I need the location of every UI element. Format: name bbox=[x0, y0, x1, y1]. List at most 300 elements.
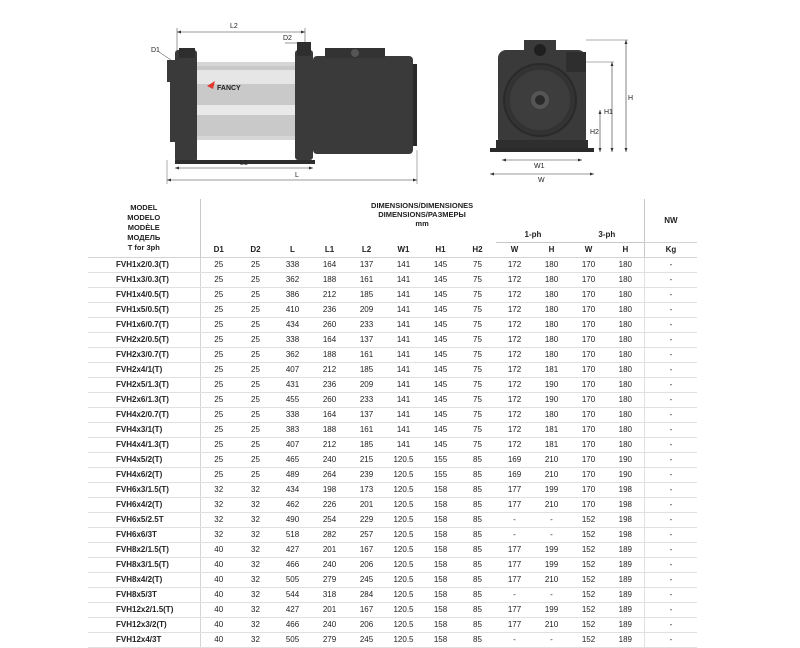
dimension-cell: 85 bbox=[459, 483, 496, 498]
dimension-cell: 155 bbox=[422, 468, 459, 483]
weight-cell: - bbox=[644, 393, 697, 408]
table-row bbox=[88, 633, 697, 648]
dimension-cell: 85 bbox=[459, 498, 496, 513]
column-header: H2 bbox=[459, 243, 496, 258]
table-row bbox=[88, 498, 697, 513]
model-cell: FVH6x3/1.5(T) bbox=[88, 483, 200, 498]
dimension-cell: 75 bbox=[459, 273, 496, 288]
model-cell: FVH6x5/2.5T bbox=[88, 513, 200, 528]
table-row bbox=[88, 603, 697, 618]
dimension-cell: 180 bbox=[607, 303, 644, 318]
dimension-cell: 32 bbox=[237, 483, 274, 498]
dimension-cell: 145 bbox=[422, 348, 459, 363]
dimension-cell: 141 bbox=[385, 348, 422, 363]
column-header: L bbox=[274, 243, 311, 258]
dimension-cell: 40 bbox=[200, 558, 237, 573]
dimension-cell: 427 bbox=[274, 603, 311, 618]
dimension-cell: 172 bbox=[496, 333, 533, 348]
dimension-cell: 180 bbox=[607, 258, 644, 273]
dimension-cell: 201 bbox=[311, 603, 348, 618]
dimension-cell: 141 bbox=[385, 333, 422, 348]
dimension-cell: 170 bbox=[570, 273, 607, 288]
dimension-cell: 177 bbox=[496, 483, 533, 498]
dimension-cell: 170 bbox=[570, 393, 607, 408]
dimension-cell: 190 bbox=[533, 378, 570, 393]
dimension-cell: 75 bbox=[459, 363, 496, 378]
weight-cell: - bbox=[644, 588, 697, 603]
dimension-cell: 25 bbox=[237, 318, 274, 333]
dimension-cell: 362 bbox=[274, 348, 311, 363]
dimension-cell: 120.5 bbox=[385, 513, 422, 528]
dimension-cell: 145 bbox=[422, 318, 459, 333]
column-header: H1 bbox=[422, 243, 459, 258]
dimension-cell: 210 bbox=[533, 618, 570, 633]
phase-1-header: 1-ph bbox=[496, 228, 570, 243]
dimension-cell: 198 bbox=[607, 483, 644, 498]
weight-cell: - bbox=[644, 363, 697, 378]
dimension-cell: 544 bbox=[274, 588, 311, 603]
dimension-cell: 25 bbox=[237, 348, 274, 363]
dimension-cell: 75 bbox=[459, 288, 496, 303]
dimension-cell: 85 bbox=[459, 588, 496, 603]
dimension-cell: 410 bbox=[274, 303, 311, 318]
dimension-cell: 236 bbox=[311, 303, 348, 318]
dimension-cell: 75 bbox=[459, 333, 496, 348]
dimension-cell: 141 bbox=[385, 288, 422, 303]
dimension-cell: 180 bbox=[607, 378, 644, 393]
pump-side-view-drawing bbox=[145, 10, 445, 185]
dimension-cell: 199 bbox=[533, 543, 570, 558]
dimension-cell: 172 bbox=[496, 408, 533, 423]
dimension-cell: 236 bbox=[311, 378, 348, 393]
model-header-es: MODELO bbox=[127, 213, 161, 222]
model-cell: FVH12x3/2(T) bbox=[88, 618, 200, 633]
dimension-cell: 279 bbox=[311, 633, 348, 648]
dimension-cell: 85 bbox=[459, 558, 496, 573]
dimension-cell: 181 bbox=[533, 438, 570, 453]
phase-3-header: 3-ph bbox=[570, 228, 644, 243]
dimension-cell: 170 bbox=[570, 258, 607, 273]
table-row bbox=[88, 558, 697, 573]
model-cell: FVH4x6/2(T) bbox=[88, 468, 200, 483]
model-cell: FVH1x2/0.3(T) bbox=[88, 258, 200, 273]
dimension-cell: - bbox=[533, 528, 570, 543]
dimension-cell: 120.5 bbox=[385, 558, 422, 573]
model-cell: FVH12x4/3T bbox=[88, 633, 200, 648]
dimension-cell: 170 bbox=[570, 318, 607, 333]
dimension-cell: 434 bbox=[274, 483, 311, 498]
table-row bbox=[88, 303, 697, 318]
dimension-cell: 32 bbox=[237, 633, 274, 648]
dimension-cell: 141 bbox=[385, 258, 422, 273]
column-header: W bbox=[570, 243, 607, 258]
dimension-cell: 75 bbox=[459, 348, 496, 363]
dimension-cell: - bbox=[533, 588, 570, 603]
weight-cell: - bbox=[644, 513, 697, 528]
dimension-cell: 180 bbox=[607, 348, 644, 363]
dimension-cell: 152 bbox=[570, 603, 607, 618]
weight-cell: - bbox=[644, 528, 697, 543]
column-header: Kg bbox=[644, 243, 697, 258]
dimension-cell: 240 bbox=[311, 558, 348, 573]
dimension-cell: 137 bbox=[348, 333, 385, 348]
weight-cell: - bbox=[644, 288, 697, 303]
table-body bbox=[88, 258, 697, 648]
dimension-cell: 158 bbox=[422, 603, 459, 618]
dimension-cell: 152 bbox=[570, 633, 607, 648]
label-l2: L2 bbox=[230, 23, 238, 30]
dimension-cell: 180 bbox=[607, 393, 644, 408]
dimension-cell: 158 bbox=[422, 588, 459, 603]
dimension-cell: 25 bbox=[237, 468, 274, 483]
dimension-cell: 518 bbox=[274, 528, 311, 543]
dimension-cell: 199 bbox=[533, 558, 570, 573]
dimension-cell: 25 bbox=[200, 288, 237, 303]
dimension-cell: 25 bbox=[237, 453, 274, 468]
dimension-cell: 145 bbox=[422, 438, 459, 453]
table-row bbox=[88, 408, 697, 423]
dimension-cell: 40 bbox=[200, 633, 237, 648]
weight-cell: - bbox=[644, 633, 697, 648]
model-header bbox=[88, 199, 200, 258]
weight-cell: - bbox=[644, 333, 697, 348]
dimension-cell: 145 bbox=[422, 423, 459, 438]
dimension-cell: 199 bbox=[533, 483, 570, 498]
model-cell: FVH12x2/1.5(T) bbox=[88, 603, 200, 618]
dimension-cell: 505 bbox=[274, 573, 311, 588]
dimension-cell: 120.5 bbox=[385, 603, 422, 618]
dimension-cell: 25 bbox=[237, 288, 274, 303]
dimension-cell: 180 bbox=[607, 438, 644, 453]
dimension-cell: 25 bbox=[200, 348, 237, 363]
dimension-cell: 75 bbox=[459, 438, 496, 453]
dimension-cell: 172 bbox=[496, 273, 533, 288]
weight-cell: - bbox=[644, 618, 697, 633]
dimension-cell: 177 bbox=[496, 618, 533, 633]
dimension-cell: 338 bbox=[274, 333, 311, 348]
dimension-cell: 260 bbox=[311, 393, 348, 408]
dimension-cell: 25 bbox=[237, 378, 274, 393]
dimension-cell: 180 bbox=[533, 333, 570, 348]
column-header: W bbox=[496, 243, 533, 258]
dimension-cell: 32 bbox=[200, 483, 237, 498]
dimension-cell: 185 bbox=[348, 363, 385, 378]
table-row bbox=[88, 528, 697, 543]
table-row bbox=[88, 483, 697, 498]
dimension-cell: 173 bbox=[348, 483, 385, 498]
dimension-cell: 279 bbox=[311, 573, 348, 588]
model-cell: FVH8x3/1.5(T) bbox=[88, 558, 200, 573]
table-row bbox=[88, 573, 697, 588]
dimension-cell: 170 bbox=[570, 288, 607, 303]
model-cell: FVH2x5/1.3(T) bbox=[88, 378, 200, 393]
table-row bbox=[88, 618, 697, 633]
dimension-cell: 189 bbox=[607, 588, 644, 603]
dimension-cell: 75 bbox=[459, 408, 496, 423]
dimension-cell: 158 bbox=[422, 573, 459, 588]
dimension-cell: 185 bbox=[348, 438, 385, 453]
column-header: D1 bbox=[200, 243, 237, 258]
weight-cell: - bbox=[644, 378, 697, 393]
dimension-cell: 169 bbox=[496, 468, 533, 483]
dimension-cell: 25 bbox=[200, 273, 237, 288]
dimension-cell: 25 bbox=[200, 333, 237, 348]
table-row bbox=[88, 588, 697, 603]
dimension-cell: 25 bbox=[237, 423, 274, 438]
model-cell: FVH2x4/1(T) bbox=[88, 363, 200, 378]
dimension-cell: 85 bbox=[459, 633, 496, 648]
dimension-cell: 180 bbox=[533, 348, 570, 363]
dimension-cell: 188 bbox=[311, 348, 348, 363]
dimension-cell: 25 bbox=[200, 438, 237, 453]
dimension-cell: 466 bbox=[274, 618, 311, 633]
dimension-cell: 490 bbox=[274, 513, 311, 528]
dimensions-table bbox=[88, 199, 697, 648]
dimension-cell: 383 bbox=[274, 423, 311, 438]
dimension-cell: 185 bbox=[348, 288, 385, 303]
model-cell: FVH8x5/3T bbox=[88, 588, 200, 603]
dimension-cell: 180 bbox=[607, 273, 644, 288]
dimension-cell: 233 bbox=[348, 393, 385, 408]
dimension-cell: 198 bbox=[311, 483, 348, 498]
dimension-cell: 158 bbox=[422, 558, 459, 573]
model-cell: FVH4x3/1(T) bbox=[88, 423, 200, 438]
label-w1: W1 bbox=[534, 163, 545, 170]
dimension-cell: 170 bbox=[570, 378, 607, 393]
dimension-cell: 120.5 bbox=[385, 618, 422, 633]
dimension-cell: 233 bbox=[348, 318, 385, 333]
dimension-cell: 152 bbox=[570, 558, 607, 573]
table-row bbox=[88, 543, 697, 558]
dimension-cell: 164 bbox=[311, 258, 348, 273]
dims-header-line1: DIMENSIONS/DIMENSIONES bbox=[371, 201, 474, 210]
dimension-cell: 181 bbox=[533, 423, 570, 438]
model-cell: FVH4x2/0.7(T) bbox=[88, 408, 200, 423]
dimension-cell: 120.5 bbox=[385, 483, 422, 498]
dimension-cell: 40 bbox=[200, 573, 237, 588]
dimension-cell: 25 bbox=[200, 303, 237, 318]
dimension-cell: 25 bbox=[200, 318, 237, 333]
model-header-fr: MODÈLE bbox=[127, 223, 160, 232]
dimension-cell: 137 bbox=[348, 408, 385, 423]
dimension-cell: 158 bbox=[422, 528, 459, 543]
dimension-cell: 141 bbox=[385, 363, 422, 378]
dimension-cell: 170 bbox=[570, 348, 607, 363]
dimension-cell: 257 bbox=[348, 528, 385, 543]
column-header: L1 bbox=[311, 243, 348, 258]
dimension-cell: 505 bbox=[274, 633, 311, 648]
dimension-cell: 120.5 bbox=[385, 588, 422, 603]
dimension-cell: 170 bbox=[570, 468, 607, 483]
label-h: H bbox=[628, 95, 634, 102]
dimension-cell: 75 bbox=[459, 423, 496, 438]
dimension-cell: 141 bbox=[385, 318, 422, 333]
dimension-cell: 170 bbox=[570, 483, 607, 498]
dimension-cell: 25 bbox=[237, 363, 274, 378]
dimension-cell: - bbox=[533, 513, 570, 528]
dimension-cell: 226 bbox=[311, 498, 348, 513]
dimension-cell: 177 bbox=[496, 573, 533, 588]
dimension-cell: 284 bbox=[348, 588, 385, 603]
dimension-cell: 85 bbox=[459, 453, 496, 468]
dimension-cell: 177 bbox=[496, 543, 533, 558]
dimension-cell: 120.5 bbox=[385, 633, 422, 648]
dimension-cell: 25 bbox=[200, 258, 237, 273]
dimension-cell: 25 bbox=[200, 423, 237, 438]
dimension-cell: 180 bbox=[533, 258, 570, 273]
dimension-cell: 180 bbox=[533, 273, 570, 288]
dimension-cell: 212 bbox=[311, 438, 348, 453]
dimension-cell: 152 bbox=[570, 543, 607, 558]
column-header: H bbox=[607, 243, 644, 258]
dimension-cell: 172 bbox=[496, 378, 533, 393]
dimension-cell: 141 bbox=[385, 438, 422, 453]
dimension-cell: 32 bbox=[237, 618, 274, 633]
dimension-cell: 170 bbox=[570, 438, 607, 453]
weight-cell: - bbox=[644, 273, 697, 288]
table-row bbox=[88, 318, 697, 333]
dimension-cell: 141 bbox=[385, 273, 422, 288]
dimension-cell: 75 bbox=[459, 318, 496, 333]
dimension-cell: 206 bbox=[348, 618, 385, 633]
dimension-cell: 25 bbox=[237, 303, 274, 318]
model-cell: FVH4x4/1.3(T) bbox=[88, 438, 200, 453]
dimension-cell: 172 bbox=[496, 303, 533, 318]
dimension-cell: 25 bbox=[237, 393, 274, 408]
dimension-cell: 25 bbox=[237, 408, 274, 423]
table-row bbox=[88, 288, 697, 303]
dimension-cell: 158 bbox=[422, 498, 459, 513]
dimension-cell: 190 bbox=[533, 393, 570, 408]
dimension-cell: 190 bbox=[607, 453, 644, 468]
label-h2: H2 bbox=[590, 129, 599, 136]
dimension-cell: 137 bbox=[348, 258, 385, 273]
model-cell: FVH2x2/0.5(T) bbox=[88, 333, 200, 348]
weight-cell: - bbox=[644, 453, 697, 468]
weight-cell: - bbox=[644, 483, 697, 498]
column-header: H bbox=[533, 243, 570, 258]
dimension-cell: 40 bbox=[200, 618, 237, 633]
dimension-cell: 25 bbox=[200, 468, 237, 483]
table-row bbox=[88, 348, 697, 363]
model-cell: FVH4x5/2(T) bbox=[88, 453, 200, 468]
dimension-cell: 170 bbox=[570, 363, 607, 378]
dimension-cell: 201 bbox=[311, 543, 348, 558]
weight-cell: - bbox=[644, 573, 697, 588]
dimension-cell: 386 bbox=[274, 288, 311, 303]
weight-cell: - bbox=[644, 408, 697, 423]
dimension-cell: 75 bbox=[459, 258, 496, 273]
weight-cell: - bbox=[644, 303, 697, 318]
dimension-cell: 189 bbox=[607, 618, 644, 633]
dimension-cell: 158 bbox=[422, 513, 459, 528]
table-row bbox=[88, 258, 697, 273]
dimension-cell: 180 bbox=[533, 408, 570, 423]
dimension-cell: 85 bbox=[459, 603, 496, 618]
dimension-cell: 145 bbox=[422, 303, 459, 318]
dimension-cell: 141 bbox=[385, 303, 422, 318]
table-row bbox=[88, 468, 697, 483]
weight-cell: - bbox=[644, 258, 697, 273]
label-h1: H1 bbox=[604, 109, 613, 116]
dimension-cell: 177 bbox=[496, 498, 533, 513]
dimension-cell: 158 bbox=[422, 618, 459, 633]
table-row bbox=[88, 423, 697, 438]
dimension-cell: 180 bbox=[533, 288, 570, 303]
label-l1: L1 bbox=[240, 160, 248, 167]
dimension-cell: 145 bbox=[422, 378, 459, 393]
column-header: D2 bbox=[237, 243, 274, 258]
dimension-cell: 141 bbox=[385, 378, 422, 393]
dimension-cell: 462 bbox=[274, 498, 311, 513]
dimension-cell: 170 bbox=[570, 408, 607, 423]
dimension-cell: 167 bbox=[348, 543, 385, 558]
dimension-cell: 75 bbox=[459, 393, 496, 408]
dimension-cell: 141 bbox=[385, 393, 422, 408]
table-row bbox=[88, 273, 697, 288]
dimension-cell: - bbox=[496, 528, 533, 543]
dimension-cell: 180 bbox=[607, 333, 644, 348]
dimension-cell: 152 bbox=[570, 588, 607, 603]
nw-header: NW bbox=[644, 199, 697, 243]
dimension-cell: 145 bbox=[422, 258, 459, 273]
weight-cell: - bbox=[644, 558, 697, 573]
dimension-cell: 32 bbox=[200, 528, 237, 543]
dimension-cell: 141 bbox=[385, 423, 422, 438]
weight-cell: - bbox=[644, 348, 697, 363]
dimension-cell: 170 bbox=[570, 498, 607, 513]
dimension-cell: 145 bbox=[422, 393, 459, 408]
weight-cell: - bbox=[644, 318, 697, 333]
dimension-cell: 32 bbox=[237, 528, 274, 543]
dimension-cell: 465 bbox=[274, 453, 311, 468]
dimension-cell: 152 bbox=[570, 573, 607, 588]
dimension-cell: 158 bbox=[422, 543, 459, 558]
dimension-cell: 240 bbox=[311, 618, 348, 633]
dimension-cell: 212 bbox=[311, 288, 348, 303]
label-d1: D1 bbox=[151, 47, 160, 54]
dimension-cell: 180 bbox=[533, 303, 570, 318]
dimension-cell: 161 bbox=[348, 423, 385, 438]
table-row bbox=[88, 453, 697, 468]
dimension-cell: 152 bbox=[570, 528, 607, 543]
dimension-cell: 170 bbox=[570, 303, 607, 318]
dimension-cell: 32 bbox=[200, 498, 237, 513]
model-cell: FVH1x3/0.3(T) bbox=[88, 273, 200, 288]
dimension-cell: 145 bbox=[422, 273, 459, 288]
dimension-cell: 210 bbox=[533, 453, 570, 468]
dimension-cell: 180 bbox=[607, 408, 644, 423]
dimension-cell: 209 bbox=[348, 378, 385, 393]
dimension-cell: 141 bbox=[385, 408, 422, 423]
dimension-cell: 180 bbox=[607, 423, 644, 438]
dimension-cell: 145 bbox=[422, 363, 459, 378]
model-cell: FVH6x6/3T bbox=[88, 528, 200, 543]
dimension-cell: 32 bbox=[237, 603, 274, 618]
dimension-cell: 434 bbox=[274, 318, 311, 333]
dimension-cell: 264 bbox=[311, 468, 348, 483]
dimension-cell: 210 bbox=[533, 498, 570, 513]
dims-header-unit: mm bbox=[415, 219, 429, 228]
model-cell: FVH8x4/2(T) bbox=[88, 573, 200, 588]
dimension-cell: 32 bbox=[237, 558, 274, 573]
dimension-cell: 172 bbox=[496, 348, 533, 363]
dimension-cell: 25 bbox=[237, 273, 274, 288]
dimension-cell: 245 bbox=[348, 573, 385, 588]
weight-cell: - bbox=[644, 603, 697, 618]
dimension-cell: 212 bbox=[311, 363, 348, 378]
brand-logo-text: FANCY bbox=[217, 85, 241, 92]
